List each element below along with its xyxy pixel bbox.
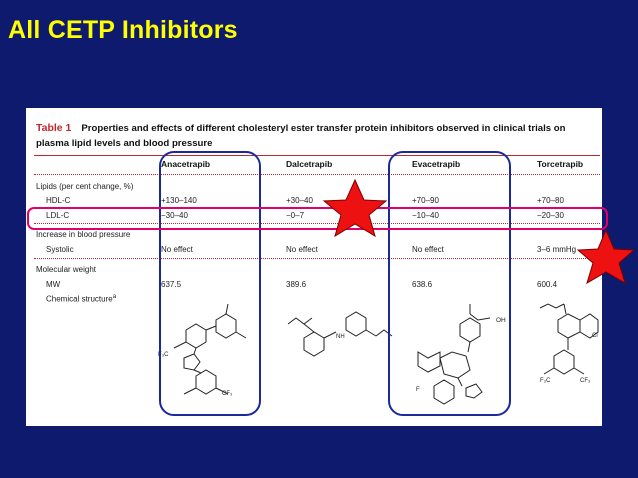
anacetrapib-f3c-label: F₃C [158, 352, 169, 358]
footnote-mark: a [112, 294, 117, 300]
dalcetrapib-nh-label: NH [336, 334, 345, 340]
cell-hdl-torcetrapib: +70–80 [537, 196, 564, 205]
cell-mw-dalcetrapib: 389.6 [286, 280, 307, 289]
row-label-molecular-weight: Molecular weight [36, 265, 97, 274]
star-icon [578, 230, 634, 283]
cell-systolic-dalcetrapib: No effect [286, 245, 318, 254]
row-label-mw: MW [46, 280, 61, 289]
col-header-anacetrapib: Anacetrapib [161, 159, 211, 169]
cell-mw-anacetrapib: 637.5 [161, 280, 182, 289]
cell-hdl-evacetrapib: +70–90 [412, 196, 439, 205]
star-icon [324, 180, 386, 236]
evacetrapib-f-label: F [416, 387, 420, 393]
caption-line-2: plasma lipid levels and blood pressure [36, 138, 213, 149]
col-header-evacetrapib: Evacetrapib [412, 159, 461, 169]
cell-hdl-dalcetrapib: +30–40 [286, 196, 313, 205]
cell-ldl-evacetrapib: −10–40 [412, 211, 439, 220]
row-label-systolic: Systolic [46, 245, 74, 254]
cell-ldl-dalcetrapib: −0–7 [286, 211, 305, 220]
anacetrapib-cf3-label: CF₃ [222, 391, 233, 397]
row-label-lipids: Lipids (per cent change, %) [36, 182, 134, 191]
slide-title: All CETP Inhibitors [8, 16, 238, 44]
cell-systolic-anacetrapib: No effect [161, 245, 193, 254]
cell-ldl-torcetrapib: −20–30 [537, 211, 564, 220]
evacetrapib-oh-label: OH [496, 317, 506, 324]
col-header-torcetrapib: Torcetrapib [537, 159, 584, 169]
torcetrapib-f3c-label: F₃C [540, 378, 551, 384]
cell-hdl-anacetrapib: +130–140 [161, 196, 197, 205]
cell-systolic-evacetrapib: No effect [412, 245, 444, 254]
row-label-blood-pressure: Increase in blood pressure [36, 230, 131, 239]
cell-mw-evacetrapib: 638.6 [412, 280, 433, 289]
cell-systolic-torcetrapib: 3–6 mmHg [537, 245, 577, 254]
cell-ldl-anacetrapib: −30–40 [161, 211, 188, 220]
chemical-structure-label: Chemical structure [46, 294, 113, 304]
ldl-row-highlight [28, 208, 607, 229]
cell-mw-torcetrapib: 600.4 [537, 280, 558, 289]
caption-line-1: Properties and effects of different cholesteryl ester transfer protein inhibitors observed in clinical trials on [81, 123, 566, 134]
torcetrapib-cl-label: Cl [592, 333, 598, 339]
evacetrapib-column-box [389, 152, 510, 415]
anacetrapib-column-box [160, 152, 260, 415]
row-label-ldl: LDL-C [46, 211, 70, 220]
table-label: Table 1 [36, 122, 72, 134]
col-header-dalcetrapib: Dalcetrapib [286, 159, 333, 169]
torcetrapib-cf3-label: CF₃ [580, 378, 591, 384]
row-label-hdl: HDL-C [46, 196, 71, 205]
